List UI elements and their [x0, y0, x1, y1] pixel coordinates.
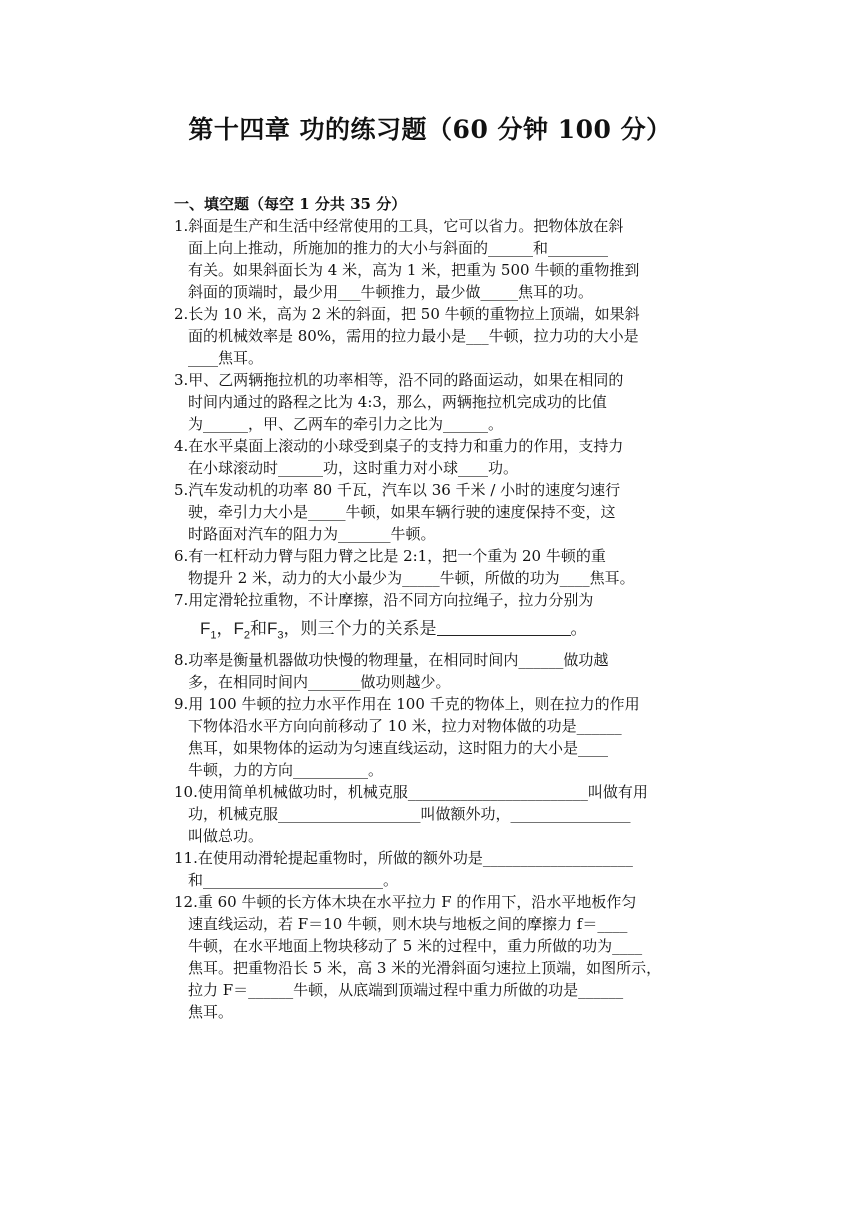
question-6 [174, 545, 734, 589]
question-line: 8.功率是衡量机器做功快慢的物理量，在相同时间内______做功越 [174, 651, 609, 669]
question-line: 拉力 F＝______牛顿，从底端到顶端过程中重力所做的功是______ [188, 981, 624, 999]
question-line: 牛顿，力的方向__________。 [188, 761, 384, 779]
question-8 [174, 649, 734, 693]
question-line: 多，在相同时间内_______做功则越少。 [188, 673, 451, 691]
question-3 [174, 369, 734, 435]
question-line: 叫做总功。 [188, 827, 264, 845]
question-7 [174, 589, 734, 642]
question-2 [174, 303, 734, 369]
question-line: 牛顿，在水平地面上物块移动了 5 米的过程中，重力所做的功为____ [188, 937, 643, 955]
question-9 [174, 693, 734, 781]
question-line: ____焦耳。 [188, 349, 264, 367]
question-line: 速直线运动，若 F＝10 牛顿，则木块与地板之间的摩擦力 f＝____ [188, 915, 628, 933]
force-subscript: 2 [243, 629, 251, 642]
question-10 [174, 781, 734, 847]
question-line: 和________________________。 [188, 871, 399, 889]
question-11 [174, 847, 734, 891]
question-line: 10.使用简单机械做功时，机械克服________________________叫做有用 [174, 783, 648, 801]
question-line: 物提升 2 米，动力的大小最少为_____牛顿，所做的功为____焦耳。 [188, 569, 635, 587]
question-line: 面上向上推动，所施加的推力的大小与斜面的______和________ [188, 239, 609, 257]
question-line: 面的机械效率是 80%，需用的拉力最小是___牛顿，拉力功的大小是 [188, 327, 639, 345]
force-subscript: 1 [210, 629, 217, 642]
question-line: 9.用 100 牛顿的拉力水平作用在 100 千克的物体上，则在拉力的作用 [174, 695, 640, 713]
question-line: 时间内通过的路程之比为 4:3，那么，两辆拖拉机完成功的比值 [188, 393, 607, 411]
question-line: 3.甲、乙两辆拖拉机的功率相等，沿不同的路面运动，如果在相同的 [174, 371, 624, 389]
page-title: 第十四章 功的练习题（60 分钟 100 分） [188, 115, 672, 144]
period-text: 。 [570, 619, 588, 638]
question-line: 2.长为 10 米，高为 2 米的斜面，把 50 牛顿的重物拉上顶端，如果斜 [174, 305, 640, 323]
force-symbol: F [233, 619, 244, 638]
question-line: 6.有一杠杆动力臂与阻力臂之比是 2:1，把一个重为 20 牛顿的重 [174, 547, 606, 565]
question-4 [174, 435, 734, 479]
question-line: 在小球滚动时______功，这时重力对小球____功。 [188, 459, 519, 477]
question-list [174, 193, 734, 1023]
answer-blank [437, 617, 571, 636]
question-line: 斜面的顶端时，最少用___牛顿推力，最少做_____焦耳的功。 [188, 283, 594, 301]
question-line: 为______，甲、乙两车的牵引力之比为______。 [188, 415, 504, 433]
question-12 [174, 891, 734, 1023]
section-heading: 一、填空题（每空 1 分共 35 分） [174, 195, 407, 213]
question-line: 7.用定滑轮拉重物，不计摩擦，沿不同方向拉绳子，拉力分别为 [174, 591, 594, 609]
question-line: 12.重 60 牛顿的长方体木块在水平拉力 F 的作用下，沿水平地板作匀 [174, 893, 637, 911]
question-line: 下物体沿水平方向向前移动了 10 米，拉力对物体做的功是______ [188, 717, 622, 735]
relation-text: ，则三个力的关系是 [283, 619, 437, 638]
question-line: 有关。如果斜面长为 4 米，高为 1 米，把重为 500 牛顿的重物推到 [188, 261, 640, 279]
question-line: 功，机械克服___________________叫做额外功，________________ [188, 805, 631, 823]
question-line: 时路面对汽车的阻力为_______牛顿。 [188, 525, 436, 543]
question-line: 4.在水平桌面上滚动的小球受到桌子的支持力和重力的作用，支持力 [174, 437, 624, 455]
and-text: 和 [250, 619, 268, 638]
force-symbol: F [267, 619, 278, 638]
question-line: 焦耳，如果物体的运动为匀速直线运动，这时阻力的大小是____ [188, 739, 609, 757]
question-line: 11.在使用动滑轮提起重物时，所做的额外功是____________________ [174, 849, 633, 867]
question-5 [174, 479, 734, 545]
question-line: 5.汽车发动机的功率 80 千瓦，汽车以 36 千米 / 小时的速度匀速行 [174, 481, 621, 499]
question-1 [174, 215, 734, 303]
question-line: 焦耳。 [188, 1003, 234, 1021]
question-line: 驶，牵引力大小是_____牛顿，如果车辆行驶的速度保持不变，这 [188, 503, 616, 521]
force-subscript: 3 [277, 629, 284, 642]
question-line: 焦耳。把重物沿长 5 米，高 3 米的光滑斜面匀速拉上顶端，如图所示， [188, 959, 662, 977]
force-symbol: F [200, 619, 211, 638]
question-line: 1.斜面是生产和生活中经常使用的工具，它可以省力。把物体放在斜 [174, 217, 624, 235]
force-relation-image: $F_1$，$F_2$和$F_3$，则三个力的关系是 。 [200, 619, 588, 642]
